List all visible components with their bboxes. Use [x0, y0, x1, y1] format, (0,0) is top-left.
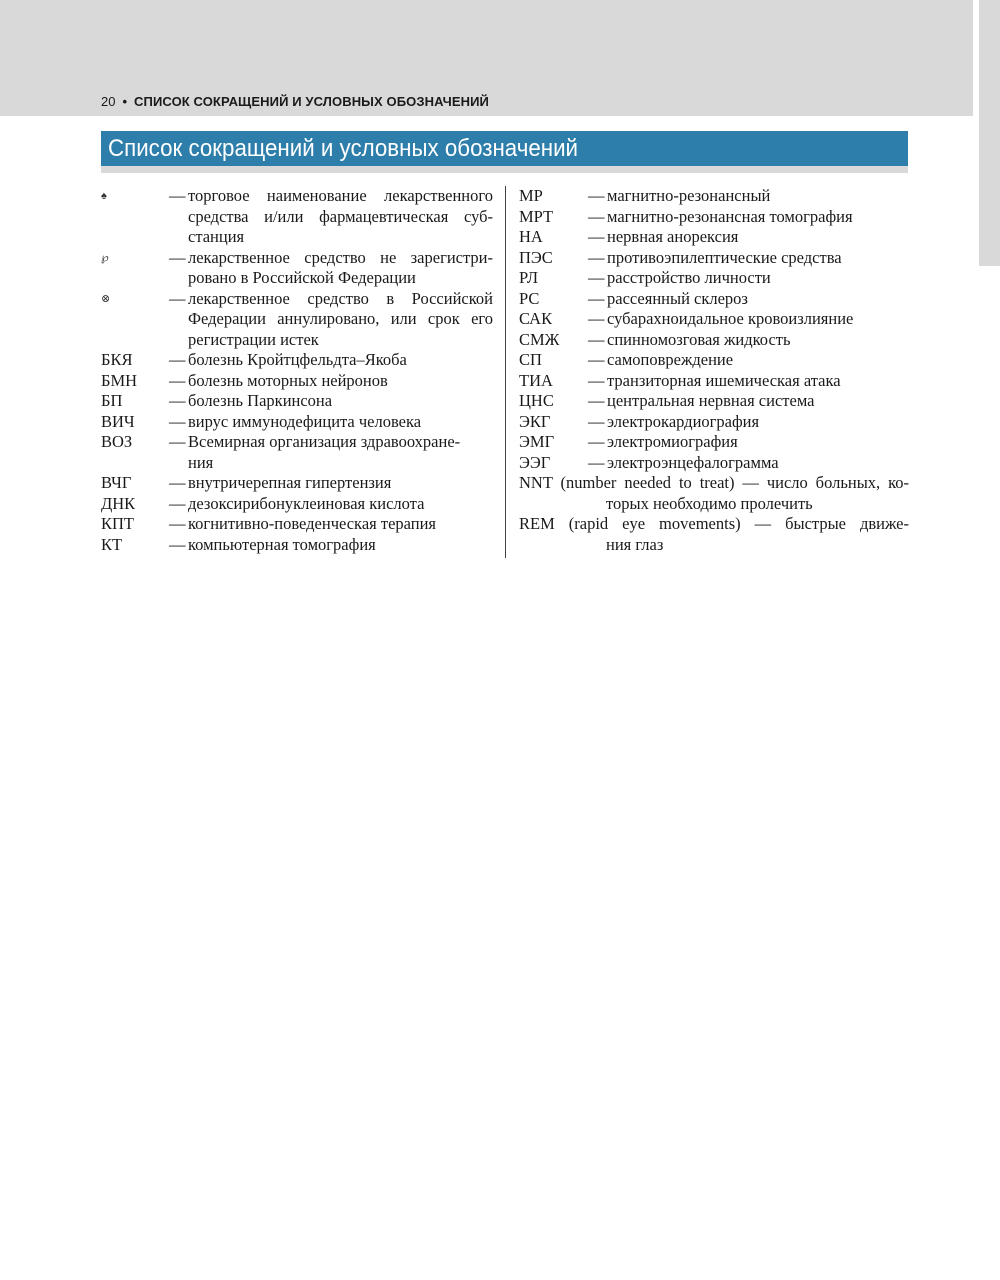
definition: магнитно-резонансная томография: [607, 206, 853, 226]
definition: магнитно-резонансный: [607, 186, 771, 205]
definition-line: REM (rapid eye movements) — быстрые движе-: [519, 514, 909, 533]
abbreviation: ЭЭГ: [519, 452, 551, 472]
abbreviation-entry: ДНК — дезоксирибонуклеиновая кислота: [101, 494, 493, 515]
definition: транзиторная ишемическая атака: [607, 370, 841, 390]
abbreviation-entry: ♠ — торговое наименование лекарственного средства и/или фармацевтическая суб- станция: [101, 186, 493, 246]
abbreviation-entry: НА — нервная анорексия: [519, 227, 909, 248]
definition: дезоксирибонуклеиновая кислота: [188, 493, 425, 513]
abbreviation-entry: ℘ — лекарственное средство не зарегистри- ровано в Российской Федерации: [101, 247, 493, 287]
abbreviation: ПЭС: [519, 247, 553, 267]
definition: центральная нервная система: [607, 391, 815, 410]
running-title: СПИСОК СОКРАЩЕНИЙ И УСЛОВНЫХ ОБОЗНАЧЕНИЙ: [134, 94, 489, 109]
trade-name-symbol-icon: ♠: [101, 190, 107, 202]
abbreviation: ДНК: [101, 493, 136, 513]
abbreviation: ЭКГ: [519, 411, 551, 431]
abbreviation-entry: МР — магнитно-резонансный: [519, 186, 909, 207]
page-edge-tab: [979, 0, 1000, 266]
abbreviation: ТИА: [519, 370, 553, 390]
definition-line: ния глаз: [606, 534, 664, 554]
definition: болезнь Кройтцфельдта–Якоба: [188, 350, 407, 369]
abbreviation: ЭМГ: [519, 432, 555, 451]
definition: когнитивно-поведенческая терапия: [188, 514, 436, 533]
abbreviation-entry: ЭКГ — электрокардиография: [519, 412, 909, 433]
definition: лекарственное средство не зарегистри- ровано в Российской Федерации: [188, 247, 493, 287]
cancelled-symbol-icon: ⊗: [101, 292, 111, 305]
definition: болезнь Паркинсона: [188, 391, 333, 410]
abbreviation-entry: ЦНС — центральная нервная система: [519, 391, 909, 412]
definition: электрокардиография: [607, 411, 760, 431]
definition: расстройство личности: [607, 268, 771, 287]
abbreviation: БМН: [101, 370, 138, 390]
abbreviation: НА: [519, 227, 543, 246]
definition: торговое наименование лекарственного средства и/или фармацевтическая суб- станция: [188, 186, 493, 246]
definition: болезнь моторных нейронов: [188, 370, 388, 390]
page-number: 20: [101, 94, 116, 109]
abbreviation-entry: ВОЗ — Всемирная организация здравоохране- ния: [101, 432, 493, 473]
right-column: [519, 186, 909, 555]
abbreviation: СМЖ: [519, 329, 560, 349]
abbreviation-entry: ТИА — транзиторная ишемическая атака: [519, 371, 909, 392]
abbreviation-entry: РС — рассеянный склероз: [519, 289, 909, 310]
abbreviation: ЦНС: [519, 391, 554, 410]
definition: Всемирная организация здравоохране- ния: [188, 432, 461, 472]
abbreviation: ВОЗ: [101, 432, 133, 451]
abbreviation: РЛ: [519, 268, 539, 287]
abbreviation: МР: [519, 186, 543, 205]
abbreviation-entry: САК — субарахноидальное кровоизлияние: [519, 309, 909, 330]
definition: лекарственное средство в Российской Федерации аннулировано, или срок его регистрации истек: [188, 288, 493, 349]
abbreviation-entry: СП — самоповреждение: [519, 350, 909, 371]
abbreviation: САК: [519, 309, 553, 328]
abbreviation-entry: КПТ — когнитивно-поведенческая терапия: [101, 514, 493, 535]
abbreviation-entry: ВИЧ — вирус иммунодефицита человека: [101, 412, 493, 433]
running-header: [101, 93, 489, 111]
definition: вирус иммунодефицита человека: [188, 411, 422, 431]
definition: электроэнцефалограмма: [607, 452, 779, 472]
abbreviation: БП: [101, 391, 123, 410]
abbreviation-entry: ЭМГ — электромиография: [519, 432, 909, 453]
abbreviation: ВИЧ: [101, 411, 135, 431]
left-column: [101, 186, 493, 555]
column-divider: [505, 186, 506, 558]
abbreviation-entry-rem: [519, 514, 909, 555]
section-title-bar: [101, 131, 908, 166]
unregistered-symbol-icon: ℘: [101, 251, 109, 264]
definition: рассеянный склероз: [607, 288, 748, 308]
abbreviation: СП: [519, 350, 542, 369]
abbreviation-entry: СМЖ — спинномозговая жидкость: [519, 330, 909, 351]
definition: компьютерная томография: [188, 534, 376, 554]
definition-line: торых необходимо пролечить: [606, 493, 813, 513]
abbreviation: МРТ: [519, 206, 554, 226]
abbreviation: РС: [519, 288, 540, 308]
abbreviation-entry: МРТ — магнитно-резонансная томография: [519, 207, 909, 228]
abbreviation-entry-nnt: [519, 473, 909, 514]
abbreviation-entry: БКЯ — болезнь Кройтцфельдта–Якоба: [101, 350, 493, 371]
abbreviation: БКЯ: [101, 350, 133, 369]
abbreviation-entry: РЛ — расстройство личности: [519, 268, 909, 289]
abbreviation: КТ: [101, 534, 123, 554]
definition: спинномозговая жидкость: [607, 329, 791, 349]
abbreviation-entry: ПЭС — противоэпилептические средства: [519, 248, 909, 269]
abbreviation-entry: ⊗ — лекарственное средство в Российской Федерации аннулировано, или срок его регистрации истек: [101, 288, 493, 349]
definition: электромиография: [607, 432, 738, 451]
definition: внутричерепная гипертензия: [188, 473, 392, 492]
abbreviation-entry: КТ — компьютерная томография: [101, 535, 493, 556]
abbreviation-entry: ВЧГ — внутричерепная гипертензия: [101, 473, 493, 494]
abbreviation-entry: ЭЭГ — электроэнцефалограмма: [519, 453, 909, 474]
abbreviation: КПТ: [101, 514, 134, 533]
definition: противоэпилептические средства: [607, 247, 842, 267]
abbreviation-entry: БМН — болезнь моторных нейронов: [101, 371, 493, 392]
section-title: Список сокращений и условных обозначений: [108, 135, 579, 162]
title-underline: [101, 166, 908, 173]
abbreviation-entry: БП — болезнь Паркинсона: [101, 391, 493, 412]
definition: нервная анорексия: [607, 227, 739, 246]
header-bullet: •: [122, 94, 128, 109]
definition-line: NNT (number needed to treat) — число больных, ко-: [519, 473, 909, 492]
abbreviation: ВЧГ: [101, 473, 132, 492]
definition: самоповреждение: [607, 350, 734, 369]
definition: субарахноидальное кровоизлияние: [607, 309, 854, 328]
